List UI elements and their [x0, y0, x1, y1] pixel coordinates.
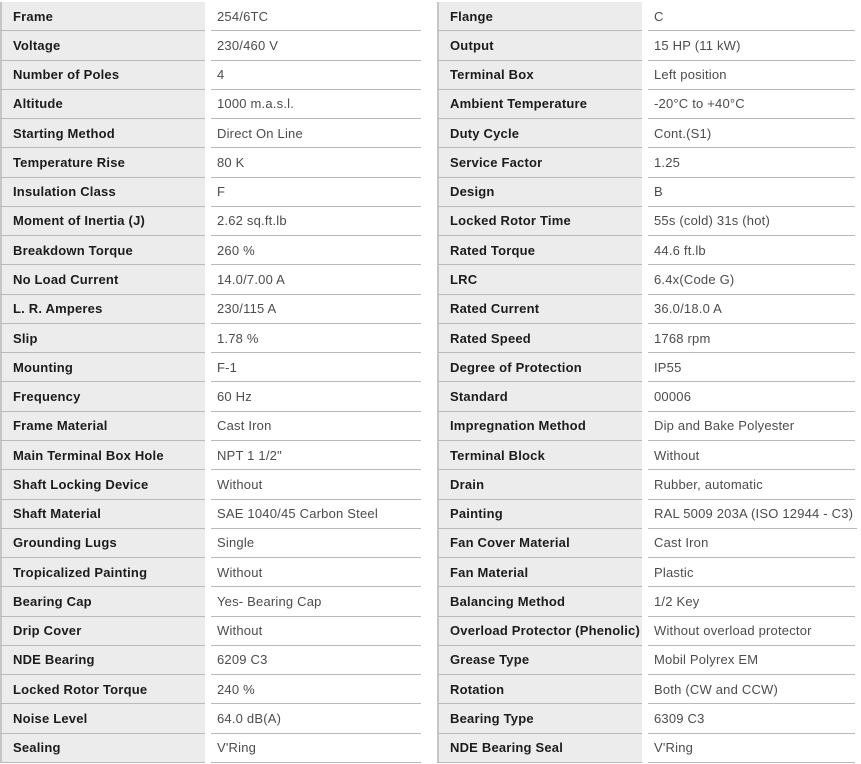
spec-value-cell: [211, 382, 421, 411]
spec-value: SAE 1040/45 Carbon Steel: [217, 506, 378, 522]
spec-label: Grounding Lugs: [13, 535, 117, 551]
spec-value-cell: [211, 587, 421, 616]
spec-label: NDE Bearing Seal: [450, 740, 564, 756]
spec-value: 44.6 ft.lb: [654, 242, 706, 258]
spec-row: [0, 675, 421, 704]
spec-label: Degree of Protection: [450, 359, 582, 375]
spec-label-cell: [0, 617, 205, 646]
spec-label: Fan Material: [450, 564, 529, 580]
spec-label-cell: [0, 353, 205, 382]
spec-label: Temperature Rise: [13, 154, 126, 170]
spec-label: Frequency: [13, 389, 81, 405]
spec-value: Left position: [654, 67, 727, 83]
spec-row: [0, 617, 421, 646]
spec-label-cell: [437, 587, 642, 616]
spec-value: 254/6TC: [217, 8, 269, 24]
spec-value: 80 K: [217, 154, 245, 170]
spec-label: Shaft Locking Device: [13, 476, 149, 492]
spec-label-cell: [0, 382, 205, 411]
spec-value-cell: [211, 61, 421, 90]
spec-value-cell: [648, 236, 855, 265]
spec-label-cell: [437, 353, 642, 382]
spec-label: Bearing Type: [450, 711, 534, 726]
spec-label: Moment of Inertia (J): [13, 213, 146, 229]
spec-value-cell: [211, 236, 421, 265]
spec-value-cell: [211, 31, 421, 60]
spec-value: RAL 5009 203A (ISO 12944 - C3): [654, 506, 854, 522]
spec-label: Output: [450, 37, 494, 53]
spec-label-cell: [0, 675, 205, 704]
spec-label: LRC: [450, 272, 478, 288]
spec-row: [437, 412, 855, 441]
spec-row: [0, 470, 421, 499]
spec-value-cell: [211, 558, 421, 587]
spec-value-cell: [648, 265, 855, 294]
spec-label: Frame Material: [13, 418, 108, 434]
spec-label: Rated Speed: [450, 330, 531, 346]
spec-row: [437, 207, 855, 236]
spec-value-cell: [211, 148, 421, 177]
spec-value: Yes- Bearing Cap: [217, 593, 322, 609]
spec-value: 240 %: [217, 681, 255, 697]
spec-value-cell: [648, 558, 855, 587]
spec-value-cell: [211, 265, 421, 294]
spec-label: Noise Level: [13, 711, 88, 726]
spec-label-cell: [0, 178, 205, 207]
spec-label: Altitude: [13, 96, 63, 112]
spec-row: [437, 2, 855, 31]
spec-row: [0, 265, 421, 294]
spec-label: No Load Current: [13, 272, 119, 288]
spec-value: 4: [217, 67, 225, 83]
spec-label: Rotation: [450, 681, 505, 697]
spec-table-right: [437, 2, 855, 763]
spec-value: Cast Iron: [654, 535, 709, 551]
spec-value: Cont.(S1): [654, 125, 712, 141]
spec-row: [437, 529, 855, 558]
spec-value-cell: [211, 412, 421, 441]
spec-row: [0, 2, 421, 31]
spec-label-cell: [0, 412, 205, 441]
spec-value: IP55: [654, 359, 682, 375]
spec-value: B: [654, 184, 663, 200]
spec-value: 1768 rpm: [654, 330, 711, 346]
spec-value: 1.25: [654, 154, 681, 170]
spec-value: 1/2 Key: [654, 593, 700, 609]
spec-label-cell: [437, 90, 642, 119]
spec-value: Rubber, automatic: [654, 476, 763, 492]
spec-row: [437, 675, 855, 704]
spec-row: [0, 646, 421, 675]
spec-row: [437, 470, 855, 499]
spec-label: Impregnation Method: [450, 418, 586, 434]
spec-value-cell: [648, 675, 855, 704]
spec-row: [437, 646, 855, 675]
spec-row: [437, 31, 855, 60]
spec-label-cell: [437, 617, 642, 646]
spec-value: Without: [654, 447, 700, 463]
spec-label: Balancing Method: [450, 593, 566, 609]
spec-label: Flange: [450, 8, 494, 24]
spec-label-cell: [0, 558, 205, 587]
spec-label-cell: [0, 2, 205, 31]
spec-value-cell: [648, 295, 855, 324]
spec-label: Ambient Temperature: [450, 96, 588, 112]
spec-label-cell: [437, 704, 642, 733]
spec-label: Main Terminal Box Hole: [13, 447, 164, 463]
spec-label-cell: [437, 412, 642, 441]
spec-row: [437, 617, 855, 646]
spec-value-cell: [648, 353, 855, 382]
spec-row: [0, 412, 421, 441]
spec-row: [0, 119, 421, 148]
spec-value-cell: [211, 646, 421, 675]
spec-label: Mounting: [13, 359, 74, 375]
spec-label: Terminal Box: [450, 67, 534, 83]
spec-row: [437, 61, 855, 90]
spec-label-cell: [0, 734, 205, 763]
spec-value-cell: [211, 734, 421, 763]
spec-label: Overload Protector (Phenolic): [450, 623, 641, 639]
spec-value: Direct On Line: [217, 125, 303, 141]
spec-label-cell: [437, 558, 642, 587]
spec-value-cell: [211, 119, 421, 148]
spec-label: Sealing: [13, 740, 61, 756]
spec-label: Rated Current: [450, 301, 540, 317]
spec-value: Dip and Bake Polyester: [654, 418, 795, 434]
spec-label: Locked Rotor Time: [450, 213, 571, 229]
spec-value-cell: [211, 704, 421, 733]
spec-row: [437, 119, 855, 148]
spec-value: 60 Hz: [217, 389, 252, 405]
spec-label: Duty Cycle: [450, 125, 520, 141]
spec-value: V'Ring: [654, 740, 694, 756]
spec-row: [0, 558, 421, 587]
spec-value: 230/115 A: [217, 301, 277, 317]
spec-value-cell: [211, 470, 421, 499]
spec-row: [437, 90, 855, 119]
spec-label-cell: [437, 675, 642, 704]
spec-label-cell: [437, 148, 642, 177]
spec-value-cell: [648, 324, 855, 353]
spec-value-cell: [648, 178, 855, 207]
spec-label-cell: [0, 61, 205, 90]
spec-row: [437, 734, 855, 763]
spec-value: 00006: [654, 389, 692, 405]
spec-value: Cast Iron: [217, 418, 272, 434]
spec-value-cell: [648, 587, 855, 616]
spec-value-cell: [648, 207, 855, 236]
spec-label-cell: [437, 441, 642, 470]
spec-row: [0, 382, 421, 411]
spec-value: -20°C to +40°C: [654, 96, 745, 112]
spec-value-cell: [648, 2, 855, 31]
spec-value: 15 HP (11 kW): [654, 37, 741, 53]
spec-label-cell: [0, 119, 205, 148]
spec-label-cell: [437, 61, 642, 90]
spec-row: [437, 353, 855, 382]
spec-value-cell: [648, 119, 855, 148]
spec-value: NPT 1 1/2": [217, 447, 282, 463]
spec-value: V'Ring: [217, 740, 257, 756]
spec-label-cell: [437, 31, 642, 60]
spec-value: Single: [217, 535, 255, 551]
spec-label: Slip: [13, 330, 38, 346]
spec-value: 6209 C3: [217, 652, 268, 668]
spec-value-cell: [211, 353, 421, 382]
spec-row: [437, 236, 855, 265]
spec-value-cell: [648, 61, 855, 90]
spec-row: [0, 207, 421, 236]
spec-label: Standard: [450, 389, 508, 405]
spec-label-cell: [437, 178, 642, 207]
spec-label-cell: [0, 295, 205, 324]
spec-label-cell: [437, 119, 642, 148]
spec-value-cell: [211, 295, 421, 324]
spec-value-cell: [211, 178, 421, 207]
spec-label-cell: [437, 470, 642, 499]
spec-label: Design: [450, 184, 495, 200]
spec-label: Starting Method: [13, 125, 115, 141]
spec-value-cell: [648, 441, 855, 470]
spec-value: 1.78 %: [217, 330, 259, 346]
spec-value: Without: [217, 623, 263, 639]
spec-row: [0, 295, 421, 324]
spec-value-cell: [648, 412, 855, 441]
spec-value-cell: [648, 90, 855, 119]
spec-label-cell: [437, 295, 642, 324]
spec-label-cell: [437, 265, 642, 294]
spec-value: 55s (cold) 31s (hot): [654, 213, 770, 229]
spec-value-cell: [211, 2, 421, 31]
spec-label: Voltage: [13, 37, 61, 53]
spec-value-cell: [648, 500, 857, 529]
spec-value: 230/460 V: [217, 37, 279, 53]
spec-label: Terminal Block: [450, 447, 546, 463]
spec-label-cell: [0, 148, 205, 177]
spec-value-cell: [648, 704, 855, 733]
spec-row: [0, 178, 421, 207]
spec-value-cell: [648, 31, 855, 60]
spec-value-cell: [211, 500, 421, 529]
spec-value: 6.4x(Code G): [654, 272, 735, 288]
spec-row: [0, 148, 421, 177]
spec-label: Shaft Material: [13, 506, 102, 522]
spec-row: [437, 148, 855, 177]
spec-label: Service Factor: [450, 154, 543, 170]
spec-label-cell: [0, 31, 205, 60]
spec-value: Without: [217, 564, 263, 580]
spec-label-cell: [437, 207, 642, 236]
spec-value: Without: [217, 476, 263, 492]
spec-row: [437, 265, 855, 294]
spec-label-cell: [437, 382, 642, 411]
spec-label-cell: [0, 529, 205, 558]
spec-value-cell: [211, 617, 421, 646]
spec-row: [0, 704, 421, 733]
spec-row: [0, 236, 421, 265]
spec-label-cell: [0, 324, 205, 353]
spec-label-cell: [0, 207, 205, 236]
spec-row: [0, 324, 421, 353]
spec-value-cell: [648, 734, 855, 763]
spec-value: Both (CW and CCW): [654, 681, 779, 697]
spec-value-cell: [211, 675, 421, 704]
spec-value: 36.0/18.0 A: [654, 301, 722, 317]
spec-label: L. R. Amperes: [13, 301, 103, 317]
spec-row: [0, 353, 421, 382]
spec-label: Drip Cover: [13, 623, 82, 639]
spec-label: Grease Type: [450, 652, 530, 668]
spec-value-cell: [648, 148, 855, 177]
spec-row: [437, 382, 855, 411]
spec-row: [0, 587, 421, 616]
spec-label: Rated Torque: [450, 242, 536, 258]
spec-row: [437, 295, 855, 324]
spec-row: [437, 704, 855, 733]
spec-label: Drain: [450, 476, 485, 492]
spec-value-cell: [211, 207, 421, 236]
spec-value-cell: [211, 90, 421, 119]
spec-value: 1000 m.a.s.l.: [217, 96, 295, 112]
spec-label-cell: [0, 500, 205, 529]
spec-value: F: [217, 184, 226, 200]
spec-row: [437, 558, 855, 587]
spec-value-cell: [648, 382, 855, 411]
spec-value: 64.0 dB(A): [217, 711, 282, 726]
spec-label: Breakdown Torque: [13, 242, 133, 258]
spec-row: [0, 734, 421, 763]
spec-value-cell: [648, 470, 855, 499]
spec-label: Painting: [450, 506, 503, 522]
spec-row: [0, 500, 421, 529]
spec-value: 6309 C3: [654, 711, 705, 726]
spec-label: Insulation Class: [13, 184, 116, 200]
spec-row: [437, 441, 855, 470]
spec-label-cell: [437, 500, 642, 529]
spec-value: 14.0/7.00 A: [217, 272, 285, 288]
spec-value: Plastic: [654, 564, 694, 580]
spec-row: [437, 500, 855, 529]
spec-label-cell: [0, 704, 205, 733]
spec-value: F-1: [217, 359, 238, 375]
spec-label-cell: [437, 2, 642, 31]
spec-row: [437, 324, 855, 353]
spec-value-cell: [211, 324, 421, 353]
spec-value-cell: [211, 529, 421, 558]
spec-label-cell: [437, 236, 642, 265]
spec-label-cell: [0, 236, 205, 265]
spec-value-cell: [648, 646, 855, 675]
spec-label: Number of Poles: [13, 67, 120, 83]
spec-row: [0, 61, 421, 90]
spec-label-cell: [0, 265, 205, 294]
spec-label: Bearing Cap: [13, 593, 92, 609]
spec-value-cell: [211, 441, 421, 470]
spec-value: 2.62 sq.ft.lb: [217, 213, 287, 229]
spec-label-cell: [437, 734, 642, 763]
spec-value: 260 %: [217, 242, 255, 258]
spec-row: [0, 529, 421, 558]
spec-value-cell: [648, 529, 855, 558]
spec-row: [0, 31, 421, 60]
spec-label-cell: [437, 529, 642, 558]
spec-value: Mobil Polyrex EM: [654, 652, 759, 668]
spec-row: [437, 178, 855, 207]
spec-label-cell: [0, 470, 205, 499]
spec-label-cell: [437, 324, 642, 353]
spec-label-cell: [0, 441, 205, 470]
spec-label: Frame: [13, 8, 54, 24]
spec-label: Locked Rotor Torque: [13, 681, 148, 697]
spec-row: [0, 441, 421, 470]
spec-value-cell: [648, 617, 855, 646]
spec-label: NDE Bearing: [13, 652, 95, 668]
spec-value: C: [654, 8, 664, 24]
spec-row: [0, 90, 421, 119]
spec-row: [437, 587, 855, 616]
spec-label-cell: [0, 90, 205, 119]
spec-table-left: [0, 2, 421, 763]
spec-label-cell: [0, 587, 205, 616]
spec-value: Without overload protector: [654, 623, 812, 639]
spec-label: Fan Cover Material: [450, 535, 570, 551]
spec-label: Tropicalized Painting: [13, 564, 148, 580]
spec-label-cell: [0, 646, 205, 675]
spec-label-cell: [437, 646, 642, 675]
